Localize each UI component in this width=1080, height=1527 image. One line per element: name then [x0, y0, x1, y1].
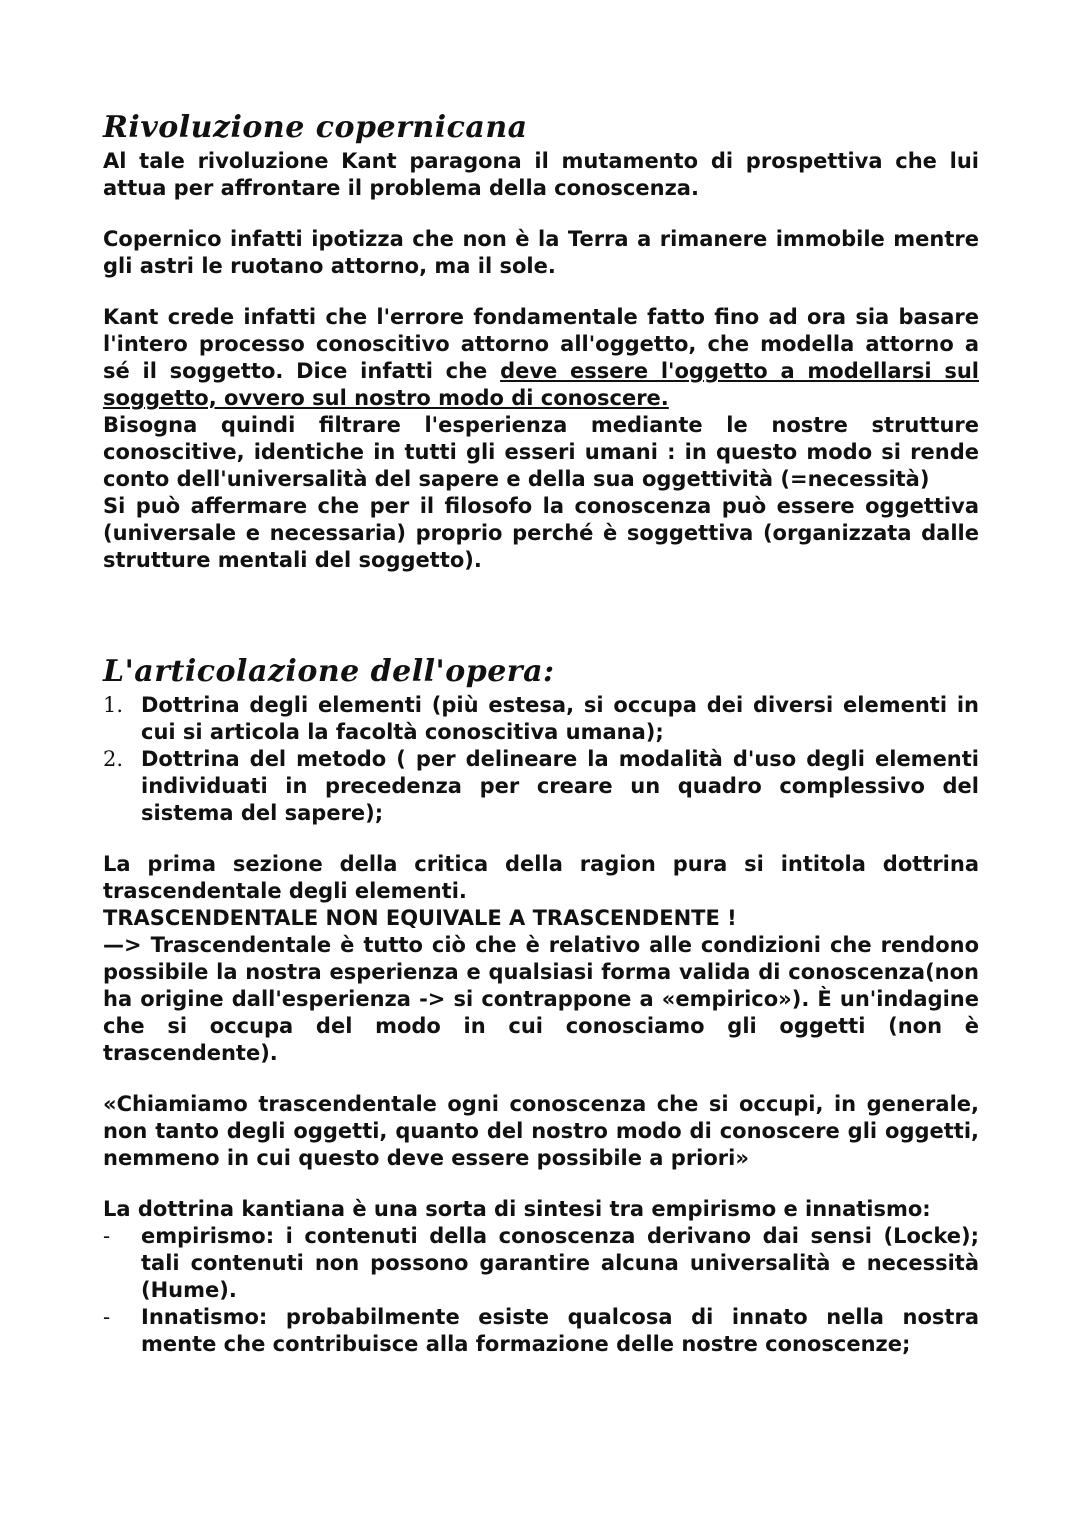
list-item-text: Dottrina del metodo ( per delineare la modalità d'uso degli elementi individuati in precedenza per creare un quadro complessivo del sistema del sapere);: [141, 747, 979, 825]
underlined-statement: deve essere l'oggetto a modellarsi sul soggetto, ovvero sul nostro modo di conoscere.: [103, 359, 979, 410]
paragraph-sintesi: La dottrina kantiana è una sorta di sintesi tra empirismo e innatismo:: [103, 1197, 931, 1221]
paragraph-kant-errore-text: Kant crede infatti che l'errore fondamentale fatto fino ad ora sia basare l'intero processo conoscitivo attorno all'oggetto, che modella attorno a sé il soggetto. Dice infatti che: [103, 305, 979, 383]
paragraph-kant-errore: [103, 304, 979, 412]
list-item: [103, 1304, 979, 1358]
paragraph-copernico: Copernico infatti ipotizza che non è la Terra a rimanere immobile mentre gli astri le ruotano attorno, ma il sole.: [103, 227, 979, 278]
numbered-list: [103, 692, 979, 827]
list-marker: 2.: [103, 747, 124, 771]
list-item: [103, 1223, 979, 1304]
section-title-rivoluzione: Rivoluzione copernicana: [103, 110, 528, 145]
list-item-text: Dottrina degli elementi (più estesa, si occupa dei diversi elementi in cui si articola la facoltà conoscitiva umana);: [141, 693, 979, 744]
paragraph-caps-warning: TRASCENDENTALE NON EQUIVALE A TRASCENDENTE !: [103, 906, 737, 930]
list-marker: 1.: [103, 693, 124, 717]
paragraph-oggettiva: Si può affermare che per il filosofo la conoscenza può essere oggettiva (universale e necessaria) proprio perché è soggettiva (organizzata dalle strutture mentali del soggetto).: [103, 494, 979, 572]
paragraph-trascendentale: —> Trascendentale è tutto ciò che è relativo alle condizioni che rendono possibile la nostra esperienza e qualsiasi forma valida di conoscenza(non ha origine dall'esperienza -> si contrappone a «empirico»). È un'indagine che si occupa del modo in cui conosciamo gli oggetti (non è trascendente).: [103, 933, 979, 1065]
list-marker: -: [103, 1224, 111, 1248]
list-marker: -: [103, 1305, 111, 1329]
list-item: [103, 746, 979, 827]
paragraph-prima-sezione: La prima sezione della critica della ragion pura si intitola dottrina trascendentale degli elementi.: [103, 852, 979, 903]
list-item-text: Innatismo: probabilmente esiste qualcosa di innato nella nostra mente che contribuisce alla formazione delle nostre conoscenze;: [141, 1305, 979, 1356]
quote-paragraph: «Chiamiamo trascendentale ogni conoscenza che si occupi, in generale, non tanto degli oggetti, quanto del nostro modo di conoscere gli oggetti, nemmeno in cui questo deve essere possibile a priori»: [103, 1092, 979, 1170]
notes-page: [103, 108, 979, 1358]
paragraph-intro: Al tale rivoluzione Kant paragona il mutamento di prospettiva che lui attua per affrontare il problema della conoscenza.: [103, 149, 979, 200]
section-title-articolazione: L'articolazione dell'opera:: [103, 654, 555, 689]
dash-list: [103, 1223, 979, 1358]
paragraph-filtrare: Bisogna quindi filtrare l'esperienza mediante le nostre strutture conoscitive, identiche in tutti gli esseri umani : in questo modo si rende conto dell'universalità del sapere e della sua oggettività (=necessità): [103, 413, 979, 491]
list-item-text: empirismo: i contenuti della conoscenza derivano dai sensi (Locke); tali contenuti non possono garantire alcuna universalità e necessità (Hume).: [141, 1224, 979, 1302]
list-item: [103, 692, 979, 746]
